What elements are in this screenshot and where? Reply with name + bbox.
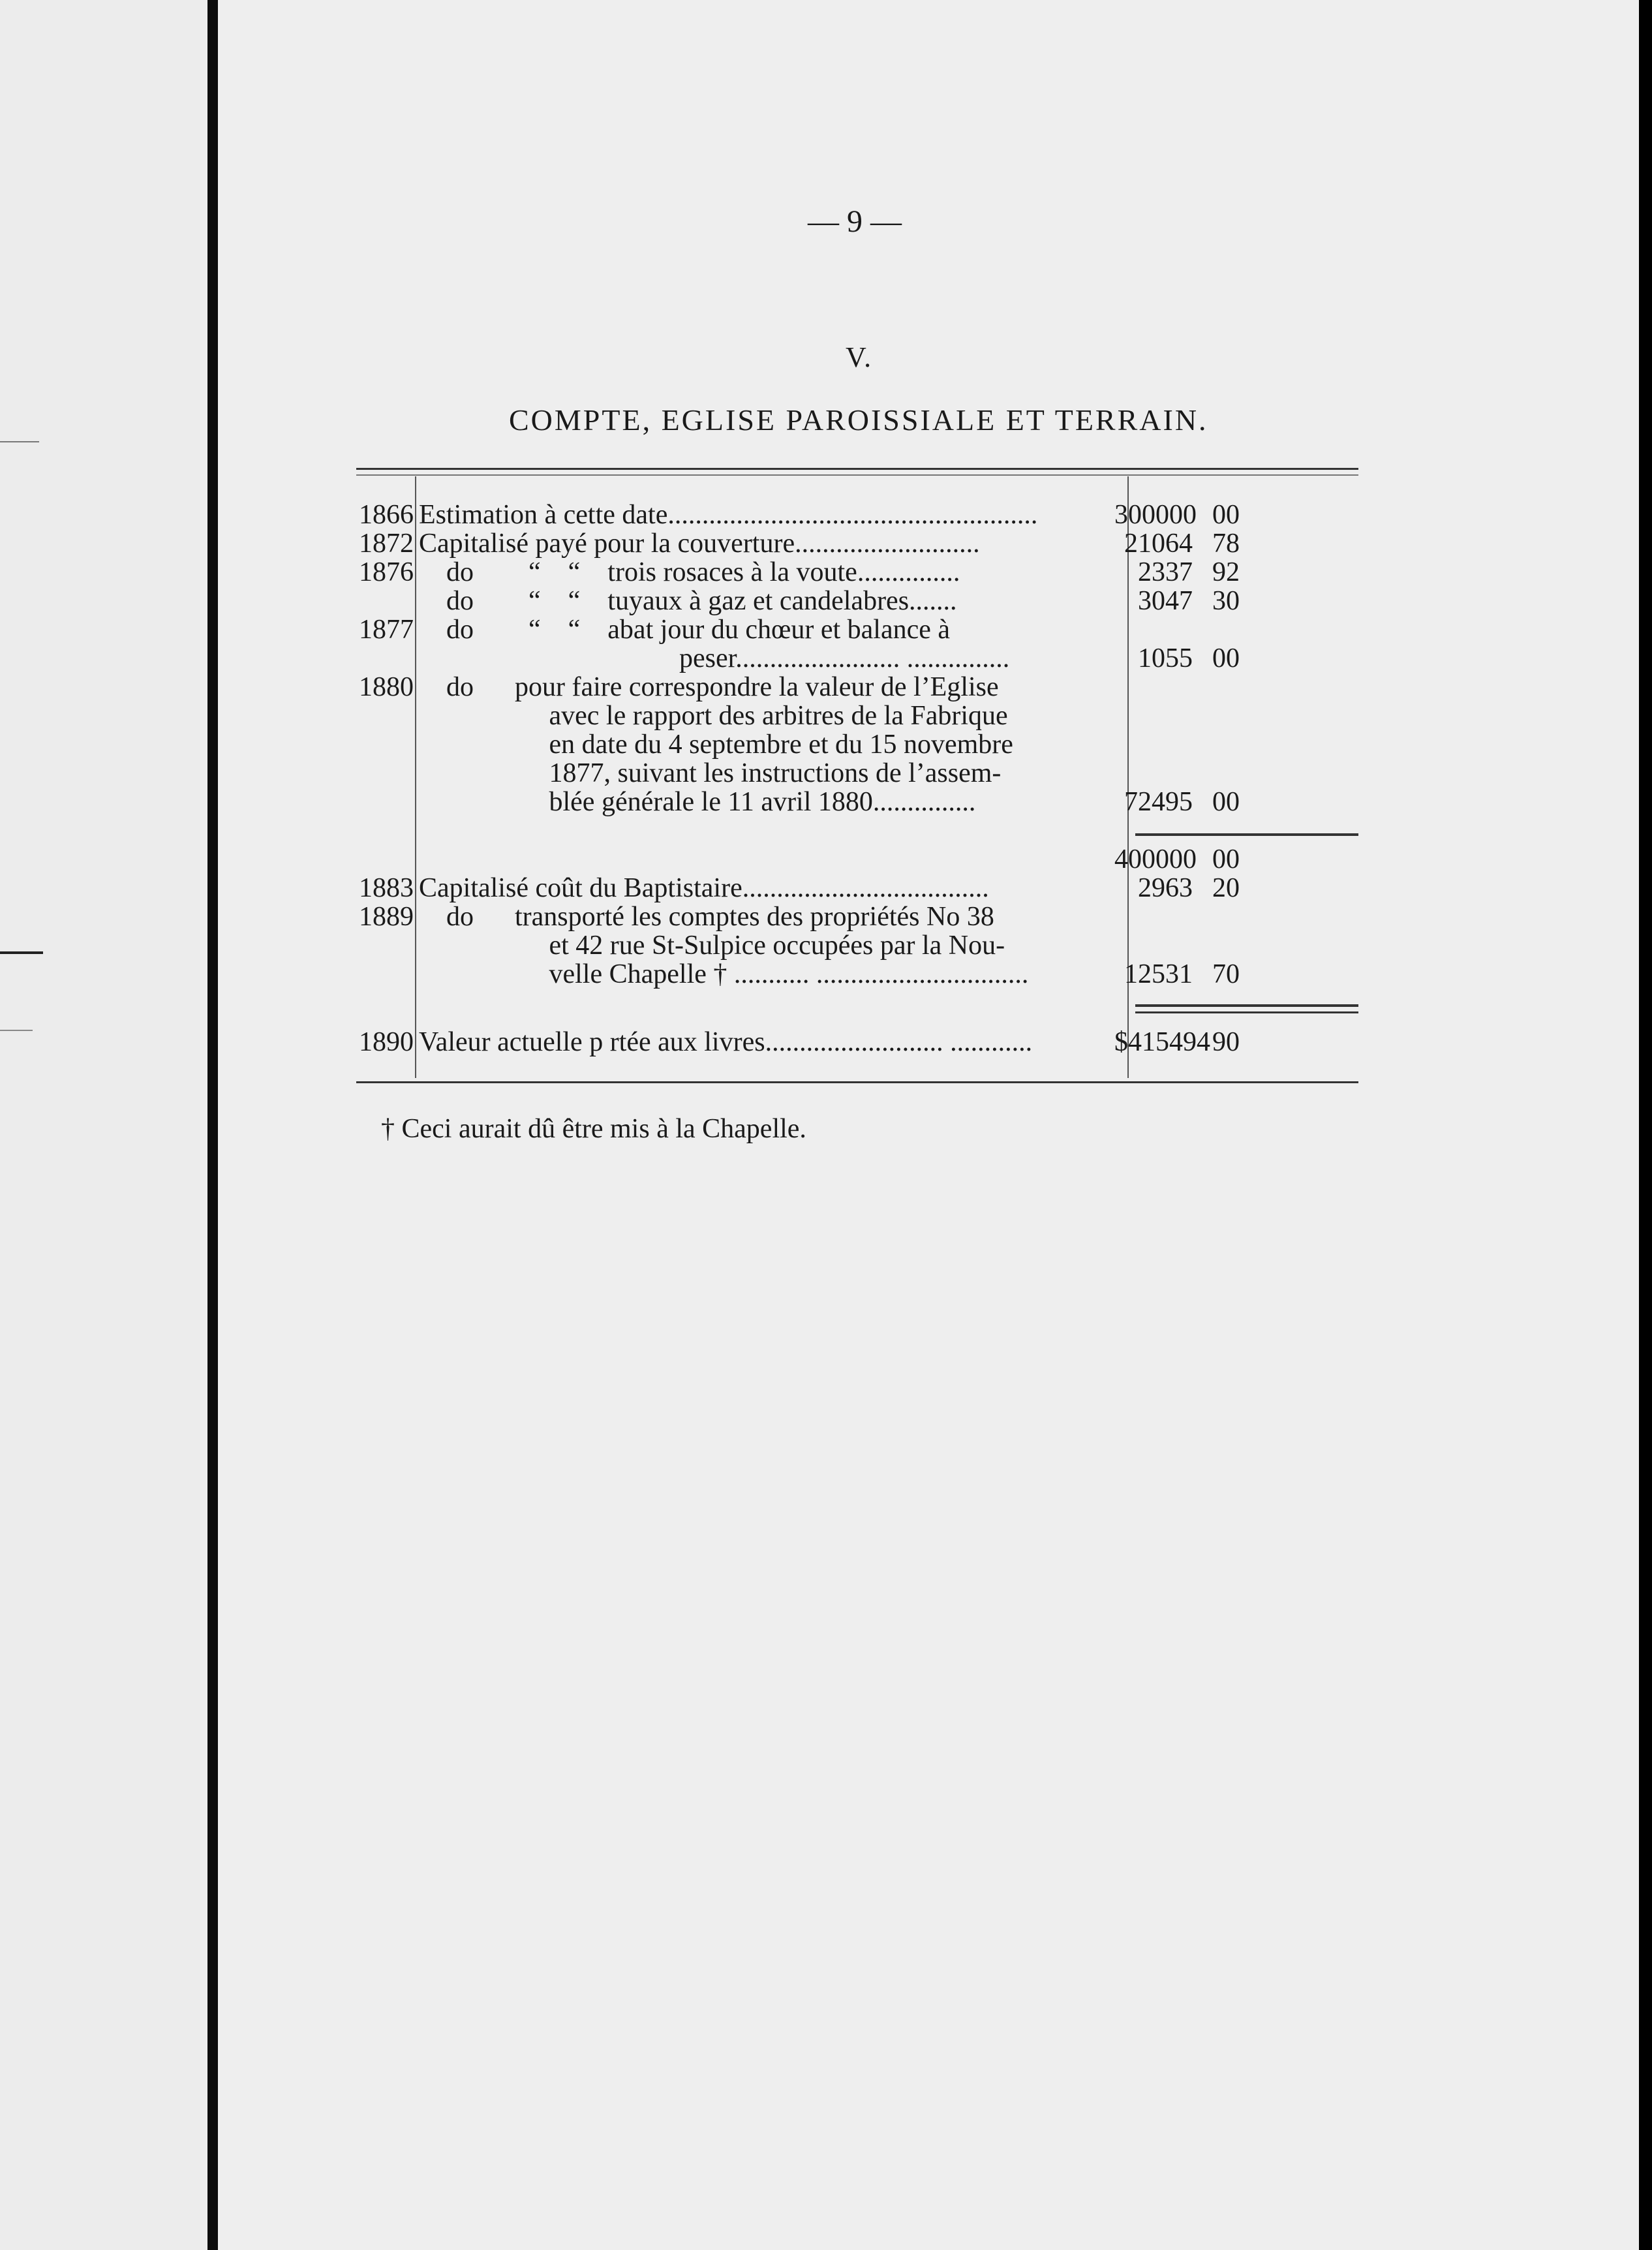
row-amount: 2337	[1138, 557, 1193, 587]
table-row	[352, 844, 1305, 874]
row-description: avec le rapport des arbitres de la Fabrique	[419, 701, 1008, 731]
row-cents: 90	[1212, 1027, 1240, 1057]
row-amount: 72495	[1124, 787, 1193, 817]
row-amount: 12531	[1124, 959, 1193, 989]
row-description: peser........................ ...............	[419, 643, 1010, 673]
left-page-mark	[0, 951, 43, 954]
table-row	[352, 701, 1305, 731]
row-cents: 92	[1212, 557, 1240, 587]
table-row	[352, 500, 1305, 530]
row-cents: 00	[1212, 844, 1240, 874]
row-description: velle Chapelle † ........... ...............................	[419, 959, 1029, 989]
total-rule	[1135, 1004, 1358, 1007]
row-description: Capitalisé payé pour la couverture...........................	[419, 529, 980, 559]
book-binding	[207, 0, 218, 2250]
row-year: 1890	[359, 1027, 414, 1057]
table-row	[352, 902, 1305, 932]
page-number: — 9 —	[808, 204, 902, 239]
row-year: 1883	[359, 873, 414, 903]
scan-border	[1639, 0, 1652, 2250]
total-rule	[1135, 1011, 1358, 1013]
left-page-mark	[0, 441, 39, 442]
row-description: do “ “ tuyaux à gaz et candelabres.......	[419, 586, 957, 616]
row-year: 1880	[359, 672, 414, 702]
row-year: 1876	[359, 557, 414, 587]
left-page-mark	[0, 1030, 33, 1031]
row-cents: 00	[1212, 500, 1240, 530]
row-description: do pour faire correspondre la valeur de l’Eglise	[419, 672, 999, 702]
table-row	[352, 787, 1305, 817]
row-description: Estimation à cette date......................................................	[419, 500, 1038, 530]
row-amount: 2963	[1138, 873, 1193, 903]
table-row	[352, 931, 1305, 961]
table-row	[352, 1027, 1305, 1057]
table-row	[352, 643, 1305, 673]
table-row	[352, 586, 1305, 616]
row-amount: $415494	[1114, 1027, 1210, 1057]
row-description: en date du 4 septembre et du 15 novembre	[419, 730, 1013, 760]
table-row	[352, 730, 1305, 760]
row-description: Valeur actuelle p rtée aux livres.......................... ............	[419, 1027, 1033, 1057]
row-description: 1877, suivant les instructions de l’assem-	[419, 758, 1002, 788]
row-cents: 00	[1212, 787, 1240, 817]
row-amount: 1055	[1138, 643, 1193, 673]
row-cents: 78	[1212, 529, 1240, 559]
subtotal-rule	[1135, 833, 1358, 836]
table-top-rule	[356, 474, 1358, 476]
row-amount: 21064	[1124, 529, 1193, 559]
row-cents: 20	[1212, 873, 1240, 903]
table-row	[352, 758, 1305, 788]
table-row	[352, 615, 1305, 645]
table-row	[352, 873, 1305, 903]
page-title: COMPTE, EGLISE PAROISSIALE ET TERRAIN.	[509, 403, 1208, 437]
row-description: blée générale le 11 avril 1880...............	[419, 787, 976, 817]
row-amount: 400000	[1114, 844, 1197, 874]
row-description: Capitalisé coût du Baptistaire....................................	[419, 873, 989, 903]
row-cents: 70	[1212, 959, 1240, 989]
table-top-rule	[356, 468, 1358, 470]
footnote: † Ceci aurait dû être mis à la Chapelle.	[381, 1114, 806, 1144]
left-page-edge	[0, 0, 207, 2250]
row-amount: 300000	[1114, 500, 1197, 530]
table-row	[352, 557, 1305, 587]
table-row	[352, 959, 1305, 989]
row-cents: 00	[1212, 643, 1240, 673]
table-row	[352, 529, 1305, 559]
row-year: 1866	[359, 500, 414, 530]
row-description: et 42 rue St-Sulpice occupées par la Nou-	[419, 931, 1005, 961]
row-description: do transporté les comptes des propriétés No 38	[419, 902, 994, 932]
row-description: do “ “ abat jour du chœur et balance à	[419, 615, 951, 645]
row-cents: 30	[1212, 586, 1240, 616]
row-amount: 3047	[1138, 586, 1193, 616]
section-numeral: V.	[846, 341, 873, 373]
row-year: 1877	[359, 615, 414, 645]
row-description: do “ “ trois rosaces à la voute...............	[419, 557, 960, 587]
row-year: 1872	[359, 529, 414, 559]
row-year: 1889	[359, 902, 414, 932]
table-bottom-rule	[356, 1081, 1358, 1083]
table-row	[352, 672, 1305, 702]
